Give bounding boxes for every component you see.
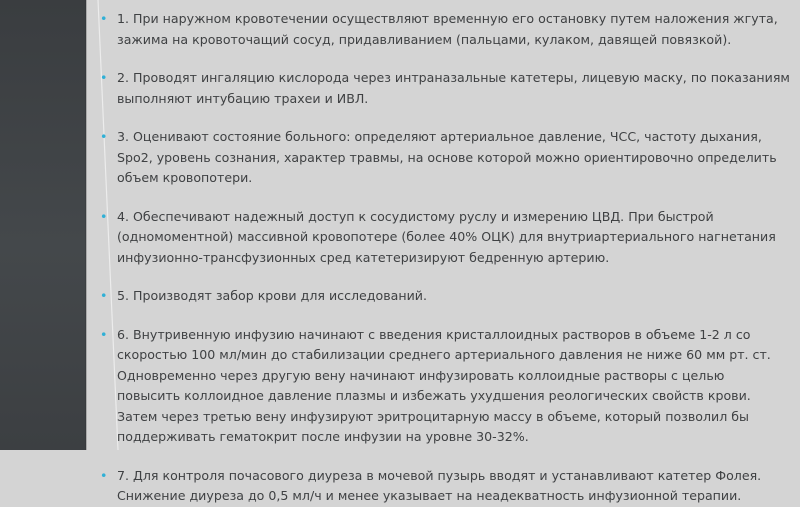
slide-content [100,9,790,507]
bullet-dot-icon: • [100,288,108,303]
bullet-dot-icon: • [100,70,108,85]
bullet-dot-icon: • [100,129,108,144]
bullet-item-5 [100,286,790,307]
bullet-item-7 [100,466,790,507]
bullet-dot-icon: • [100,208,108,224]
bullet-dot-icon: • [100,11,108,26]
bullet-dot-icon: • [100,467,108,483]
bullet-item-6 [100,325,790,448]
bullet-text: 1. При наружном кровотечении осуществляют временную его остановку путем наложения жгута, зажима на кровоточащий сосуд, придавливанием (пальцами, кулаком, давящей повязкой). [117,11,778,47]
bullet-text: 3. Оценивают состояние больного: определяют артериальное давление, ЧСС, частоту дыхания, Spo2, уровень сознания, характер травмы, на основе которой можно ориентировочно определить объем кровопотери. [117,129,777,185]
bullet-item-4 [100,207,790,269]
bullet-text: 7. Для контроля почасового диуреза в мочевой пузырь вводят и устанавливают катетер Фолея. Снижение диуреза до 0,5 мл/ч и менее указывает на неадекватность инфузионной терапии. [117,467,762,503]
bullet-text: 6. Внутривенную инфузию начинают с введения кристаллоидных растворов в объеме 1-2 л со скоростью 100 мл/мин до стабилизации среднего артериального давления не ниже 60 мм рт. ст. Одновременно через другую вену начинают инфузировать коллоидные растворы с целью повысить коллоидное давление плазмы и избежать ухудшения реологических свойств крови. Затем через третью вену инфузируют эритроцитарную массу в объеме, который позволил бы поддерживать гематокрит после инфузии на уровне 30-32%. [117,326,771,444]
bullet-item-2 [100,68,790,109]
bullet-text: 4. Обеспечивают надежный доступ к сосудистому руслу и измерению ЦВД. При быстрой (одномоментной) массивной кровопотере (более 40% ОЦК) для внутриартериального нагнетания инфузионно-трансфузионных сред катетеризируют бедренную артерию. [117,208,776,265]
bullet-text: 5. Производят забор крови для исследований. [117,288,427,303]
bullet-item-3 [100,127,790,189]
bullet-item-1 [100,9,790,50]
bullet-list [100,9,790,507]
bullet-text: 2. Проводят ингаляцию кислорода через интраназальные катетеры, лицевую маску, по показаниям выполняют интубацию трахеи и ИВЛ. [117,70,790,106]
bullet-dot-icon: • [100,326,108,342]
